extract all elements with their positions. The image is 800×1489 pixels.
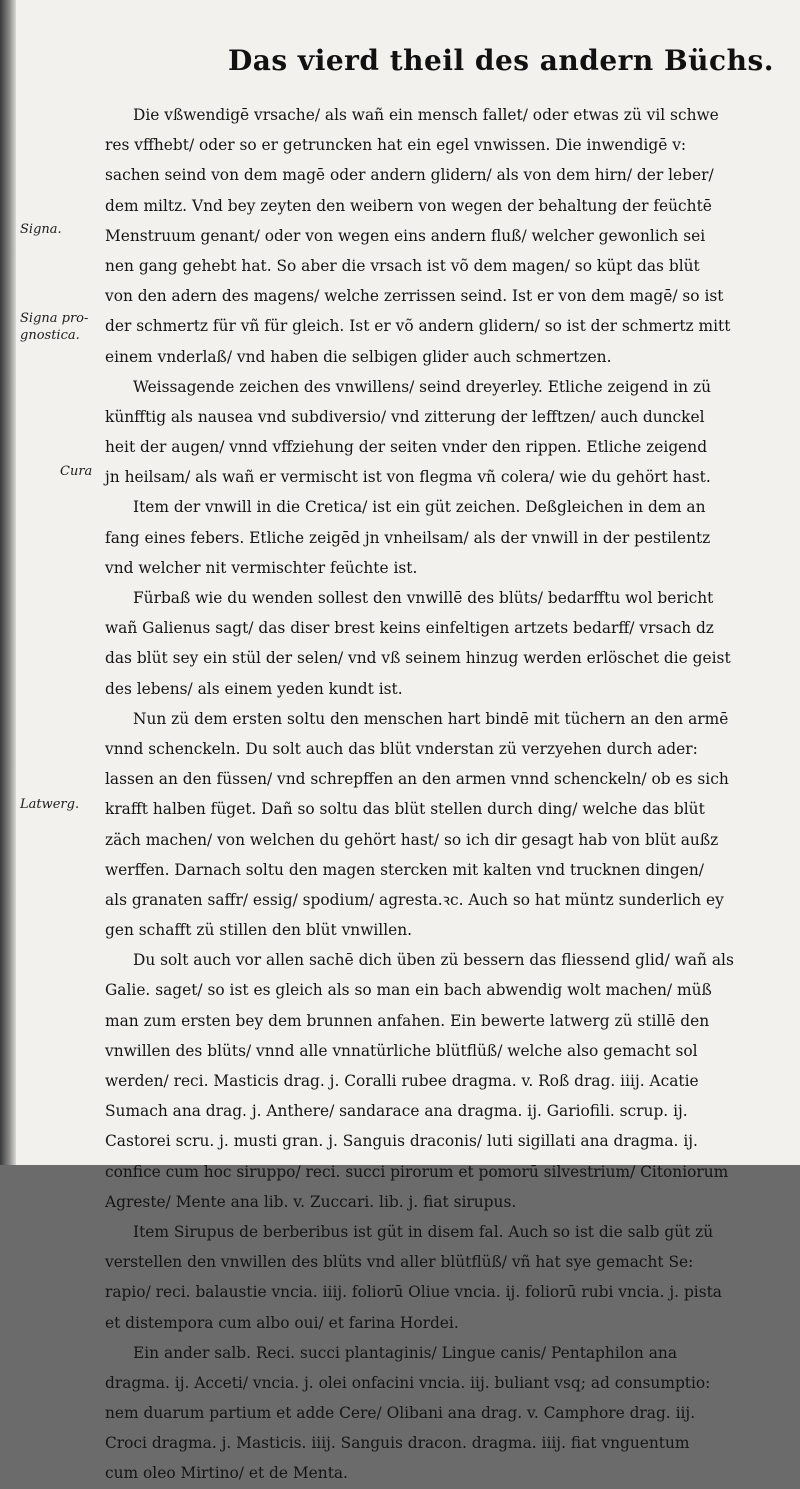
text-line: der schmertz für vñ für gleich. Ist er võ andern glidern/ so ist der schmertz mitt bbox=[105, 317, 731, 336]
text-line: einem vnderlaß/ vnd haben die selbigen glider auch schmertzen. bbox=[105, 347, 612, 366]
text-line: vnnd schenckeln. Du solt auch das blüt vnderstan zü verzyehen durch ader: bbox=[105, 739, 698, 758]
text-line: Nun zü dem ersten soltu den menschen hart bindē mit tüchern an den armē bbox=[133, 709, 729, 728]
margin-note-cura: Cura bbox=[60, 464, 93, 479]
text-line: als granaten saffr/ essig/ spodium/ agresta.ꝛc. Auch so hat müntz sunderlich ey bbox=[105, 890, 724, 909]
text-line: von den adern des magens/ welche zerrissen seind. Ist er von dem magē/ so ist bbox=[105, 287, 724, 306]
text-line: et distempora cum albo oui/ et farina Hordei. bbox=[105, 1313, 459, 1332]
text-line: künfftig als nausea vnd subdiversio/ vnd zitterung der lefftzen/ auch dunckel bbox=[105, 407, 705, 426]
text-line: Croci dragma. j. Masticis. iiij. Sanguis dracon. dragma. iiij. fiat vnguentum bbox=[105, 1434, 690, 1453]
text-line: Agreste/ Mente ana lib. v. Zuccari. lib. j. fiat sirupus. bbox=[105, 1192, 517, 1211]
text-line: krafft halben füget. Dañ so soltu das blüt stellen durch ding/ welche das blüt bbox=[105, 800, 705, 819]
text-line: heit der augen/ vnnd vffziehung der seiten vnder den rippen. Etliche zeigend bbox=[105, 438, 708, 457]
text-line: Item Sirupus de berberibus ist güt in disem fal. Auch so ist die salb güt zü bbox=[133, 1222, 714, 1241]
text-line: Sumach ana drag. j. Anthere/ sandarace ana dragma. ij. Gariofili. scrup. ij. bbox=[105, 1102, 688, 1121]
text-line: Weissagende zeichen des vnwillens/ seind dreyerley. Etliche zeigend in zü bbox=[133, 377, 711, 396]
body-text bbox=[105, 100, 770, 1489]
text-line: Castorei scru. j. musti gran. j. Sanguis draconis/ luti sigillati ana dragma. ij. bbox=[105, 1132, 698, 1151]
text-line: rapio/ reci. balaustie vncia. iiij. foliorū Oliue vncia. ij. foliorū rubi vncia. j. pista bbox=[105, 1283, 722, 1302]
book-spine-shadow bbox=[0, 0, 16, 1165]
text-line: gen schafft zü stillen den blüt vnwillen. bbox=[105, 921, 413, 940]
text-line: jn heilsam/ als wañ er vermischt ist von flegma vñ colera/ wie du gehört hast. bbox=[105, 468, 711, 487]
text-line: cum oleo Mirtino/ et de Menta. bbox=[105, 1464, 348, 1483]
text-line: fang eines febers. Etliche zeigēd jn vnheilsam/ als der vnwill in der pestilentz bbox=[105, 528, 711, 547]
text-line: Du solt auch vor allen sachē dich üben zü bessern das fliessend glid/ wañ als bbox=[133, 951, 734, 970]
text-line: Die vßwendigē vrsache/ als wañ ein mensch fallet/ oder etwas zü vil schwe bbox=[133, 106, 719, 124]
text-line: Menstruum genant/ oder von wegen eins andern fluß/ welcher gewonlich sei bbox=[105, 226, 706, 245]
text-line: wañ Galienus sagt/ das diser brest keins einfeltigen artzets bedarff/ vrsach dz bbox=[105, 619, 714, 638]
text-line: werden/ reci. Masticis drag. j. Coralli rubee dragma. v. Roß drag. iiij. Acatie bbox=[105, 1072, 699, 1090]
page-title: Das vierd theil des andern Büchs. bbox=[228, 44, 774, 77]
text-line: das blüt sey ein stül der selen/ vnd vß seinem hinzug werden erlöschet die geist bbox=[105, 649, 731, 668]
text-line: nen gang gehebt hat. So aber die vrsach ist võ dem magen/ so küpt das blüt bbox=[105, 256, 700, 275]
text-line: Item der vnwill in die Cretica/ ist ein güt zeichen. Deßgleichen in dem an bbox=[133, 498, 706, 517]
text-line: Galie. saget/ so ist es gleich als so man ein bach abwendig wolt machen/ müß bbox=[105, 981, 712, 1000]
margin-note-gnostica: gnostica. bbox=[20, 328, 80, 343]
text-line: nem duarum partium et adde Cere/ Olibani ana drag. v. Camphore drag. iij. bbox=[105, 1404, 696, 1423]
text-line: Ein ander salb. Reci. succi plantaginis/ Lingue canis/ Pentaphilon ana bbox=[133, 1343, 677, 1362]
text-line: des lebens/ als einem yeden kundt ist. bbox=[105, 679, 403, 698]
text-line: dragma. ij. Acceti/ vncia. j. olei onfacini vncia. iij. buliant vsq; ad consumptio: bbox=[105, 1373, 711, 1392]
text-line: dem miltz. Vnd bey zeyten den weibern von wegen der behaltung der feüchtē bbox=[105, 196, 712, 215]
margin-note-signa: Signa. bbox=[20, 222, 62, 237]
text-line: werffen. Darnach soltu den magen stercken mit kalten vnd trucknen dingen/ bbox=[105, 860, 704, 879]
text-line: sachen seind von dem magē oder andern glidern/ als von dem hirn/ der leber/ bbox=[105, 166, 714, 185]
text-line: confice cum hoc siruppo/ reci. succi pirorum et pomorū silvestrium/ Citoniorum bbox=[105, 1162, 729, 1181]
margin-note-latwerg: Latwerg. bbox=[20, 797, 80, 812]
text-line: man zum ersten bey dem brunnen anfahen. Ein bewerte latwerg zü stillē den bbox=[105, 1011, 710, 1030]
text-line: verstellen den vnwillen des blüts vnd aller blütflüß/ vñ hat sye gemacht Se: bbox=[105, 1253, 694, 1272]
text-line: Fürbaß wie du wenden sollest den vnwillē des blüts/ bedarfftu wol bericht bbox=[133, 589, 714, 607]
text-line: res vffhebt/ oder so er getruncken hat ein egel vnwissen. Die inwendigē v: bbox=[105, 136, 687, 155]
text-line: lassen an den füssen/ vnd schrepffen an den armen vnnd schenckeln/ ob es sich bbox=[105, 770, 729, 789]
text-line: vnd welcher nit vermischter feüchte ist. bbox=[105, 558, 418, 577]
margin-note-signa-pro: Signa pro- bbox=[20, 311, 89, 326]
text-line: zäch machen/ von welchen du gehört hast/ so ich dir gesagt hab von blüt außz bbox=[105, 830, 719, 849]
text-line: vnwillen des blüts/ vnnd alle vnnatürliche blütflüß/ welche also gemacht sol bbox=[105, 1041, 698, 1060]
